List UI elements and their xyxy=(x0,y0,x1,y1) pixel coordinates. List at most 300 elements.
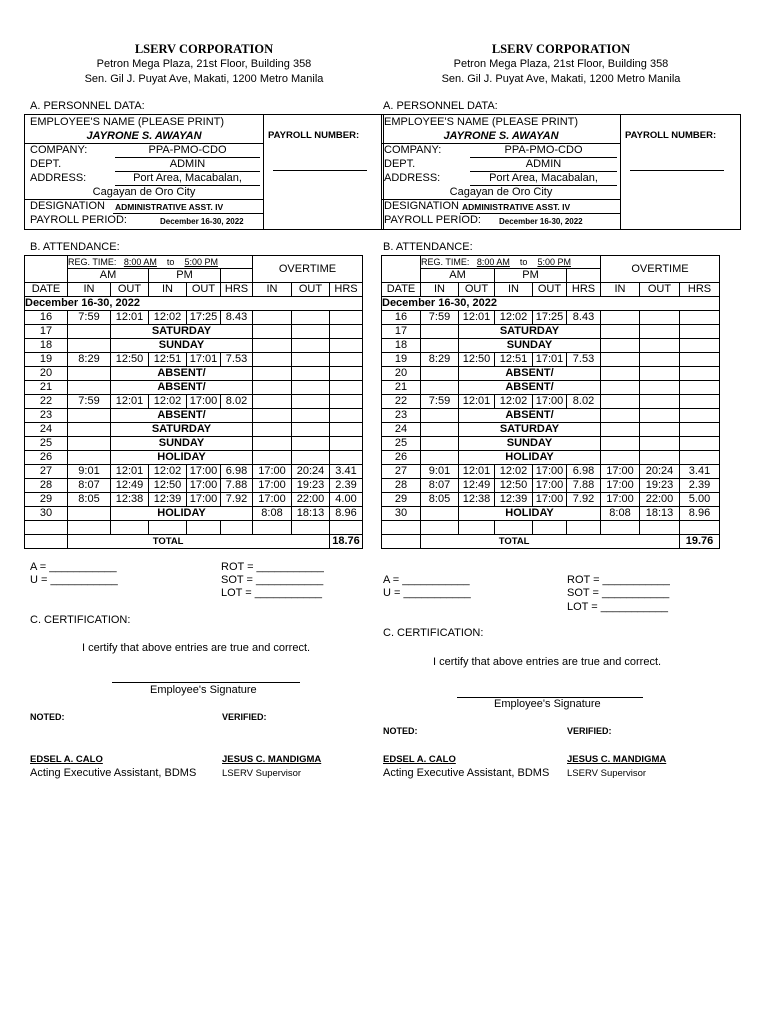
row-date: 22 xyxy=(382,395,421,409)
row-ot-in xyxy=(601,395,640,409)
row-pm-out: 17:00 xyxy=(187,479,221,493)
dept-value: ADMIN xyxy=(525,158,562,170)
row-date: 30 xyxy=(25,507,68,521)
row-pm-out: 17:01 xyxy=(533,353,567,367)
row-pm-out: 17:00 xyxy=(187,395,221,409)
row-ot-hrs: 2.39 xyxy=(680,479,720,493)
personnel-section-title: A. PERSONNEL DATA: xyxy=(383,100,498,112)
row-ot-hrs xyxy=(680,395,720,409)
row-ot-hrs xyxy=(680,339,720,353)
row-date: 19 xyxy=(382,353,421,367)
row-ot-hrs xyxy=(330,381,363,395)
company-label: COMPANY: xyxy=(30,144,88,156)
row-ot-hrs xyxy=(330,325,363,339)
row-am-out: 12:38 xyxy=(111,493,149,507)
row-am-in xyxy=(421,325,459,339)
row-ot-in xyxy=(253,409,292,423)
row-status: ABSENT/ xyxy=(111,381,253,395)
row-ot-out xyxy=(640,423,680,437)
employee-name-label: EMPLOYEE'S NAME (PLEASE PRINT) xyxy=(30,116,225,128)
row-ot-in xyxy=(601,437,640,451)
sot-field: SOT = ___________ xyxy=(221,574,324,586)
employee-name: JAYRONE S. AWAYAN xyxy=(443,130,559,142)
row-date: 19 xyxy=(25,353,68,367)
row-ot-in: 17:00 xyxy=(601,465,640,479)
row-status: SUNDAY xyxy=(459,339,601,353)
row-date: 16 xyxy=(25,311,68,325)
row-pm-out: 17:25 xyxy=(533,311,567,325)
row-hrs: 7.88 xyxy=(567,479,601,493)
attendance-table: REG. TIME: 8:00 AM to 5:00 PM OVERTIME AM PM DATE IN OUT IN OUT HRS IN OUT HRS December 16-30, 2022 16 7:59 12:01 12:02 17:25 8.43 17 SATURDAY 18 SUNDAY 19 8:29 12:50 12:51 17:01 7.53 20 ABSENT/ 21 ABSENT/ 22 7:59 12:01 12:02 17:00 8.02 23 ABSENT/ 24 SATURDAY 25 SUNDAY 26 HOLIDAY 27 9:01 12:01 12:02 17:00 6.98 17:00 20:24 3.41 28 8:07 12:49 12:50 17:00 7.88 17:00 19:23 2.39 29 8:05 12:38 12:39 17:00 7.92 17:00 22:00 5.00 30 HOLIDAY 8:08 18:13 8.96 TOTAL 19.76 xyxy=(381,255,720,549)
company-address-line1: Petron Mega Plaza, 21st Floor, Building 358 xyxy=(96,58,312,70)
address-line1: Port Area, Macabalan, xyxy=(133,172,242,184)
row-date: 25 xyxy=(382,437,421,451)
row-ot-in xyxy=(601,423,640,437)
reg-time: REG. TIME: 8:00 AM to 5:00 PM xyxy=(421,256,601,269)
row-pm-in: 12:02 xyxy=(495,465,533,479)
row-ot-hrs: 2.39 xyxy=(330,479,363,493)
row-ot-out xyxy=(292,423,330,437)
row-am-out: 12:01 xyxy=(111,465,149,479)
row-pm-in: 12:51 xyxy=(149,353,187,367)
row-pm-in: 12:51 xyxy=(495,353,533,367)
row-am-in xyxy=(68,507,111,521)
attendance-row xyxy=(382,479,720,493)
row-status: ABSENT/ xyxy=(459,409,601,423)
certification-title: C. CERTIFICATION: xyxy=(30,614,131,626)
attendance-row xyxy=(382,353,720,367)
dept-label: DEPT. xyxy=(30,158,62,170)
attendance-row xyxy=(382,381,720,395)
row-am-in: 8:07 xyxy=(68,479,111,493)
row-pm-in: 12:50 xyxy=(495,479,533,493)
row-ot-out xyxy=(640,409,680,423)
employee-name-label: EMPLOYEE'S NAME (PLEASE PRINT) xyxy=(384,116,579,128)
row-date: 21 xyxy=(25,381,68,395)
row-am-out: 12:38 xyxy=(459,493,495,507)
verified-name: JESUS C. MANDIGMA xyxy=(222,754,322,765)
row-ot-out: 18:13 xyxy=(292,507,330,521)
row-pm-out: 17:01 xyxy=(187,353,221,367)
col-date: DATE xyxy=(25,283,68,297)
row-date: 29 xyxy=(382,493,421,507)
row-ot-hrs xyxy=(330,451,363,465)
row-ot-in xyxy=(601,381,640,395)
row-ot-in xyxy=(253,367,292,381)
row-hrs: 7.53 xyxy=(221,353,253,367)
row-ot-out xyxy=(292,395,330,409)
row-ot-out xyxy=(640,367,680,381)
row-date: 20 xyxy=(382,367,421,381)
row-status: SUNDAY xyxy=(111,437,253,451)
certification-statement: I certify that above entries are true and correct. xyxy=(82,642,311,654)
attendance-row xyxy=(25,311,363,325)
row-ot-hrs xyxy=(330,395,363,409)
row-ot-out xyxy=(640,437,680,451)
am-header: AM xyxy=(68,269,149,283)
row-ot-out xyxy=(292,451,330,465)
period-row: December 16-30, 2022 xyxy=(382,297,720,311)
attendance-row xyxy=(25,423,363,437)
attendance-row xyxy=(25,465,363,479)
row-am-in: 8:05 xyxy=(421,493,459,507)
attendance-row xyxy=(382,423,720,437)
lot-field: LOT = ___________ xyxy=(567,601,669,613)
row-ot-out xyxy=(292,367,330,381)
personnel-data-box xyxy=(381,114,741,230)
u-field: U = ___________ xyxy=(30,574,118,586)
row-am-in xyxy=(421,437,459,451)
noted-role: Acting Executive Assistant, BDMS xyxy=(30,767,197,779)
row-pm-out: 17:00 xyxy=(533,465,567,479)
row-status: ABSENT/ xyxy=(111,409,253,423)
row-ot-in: 17:00 xyxy=(253,493,292,507)
row-ot-out: 19:23 xyxy=(640,479,680,493)
row-date: 25 xyxy=(25,437,68,451)
row-ot-out xyxy=(292,409,330,423)
row-ot-out xyxy=(640,339,680,353)
certification-statement: I certify that above entries are true and correct. xyxy=(433,656,662,668)
payroll-number-label: PAYROLL NUMBER: xyxy=(625,130,717,141)
row-ot-in: 8:08 xyxy=(253,507,292,521)
row-ot-out xyxy=(292,325,330,339)
row-ot-out: 18:13 xyxy=(640,507,680,521)
row-am-in xyxy=(421,451,459,465)
designation-label: DESIGNATION xyxy=(30,200,105,212)
row-date: 23 xyxy=(25,409,68,423)
row-am-in: 8:29 xyxy=(421,353,459,367)
attendance-row xyxy=(382,437,720,451)
company-address-line1: Petron Mega Plaza, 21st Floor, Building 358 xyxy=(453,58,669,70)
designation-value: ADMINISTRATIVE ASST. IV xyxy=(115,202,224,212)
payroll-period-label: PAYROLL PERIOD: xyxy=(30,214,127,226)
row-pm-out: 17:25 xyxy=(187,311,221,325)
overtime-header: OVERTIME xyxy=(253,256,363,283)
rot-field: ROT = ___________ xyxy=(567,574,670,586)
total-label: TOTAL xyxy=(421,535,533,549)
row-pm-in: 12:02 xyxy=(149,311,187,325)
row-am-in: 9:01 xyxy=(68,465,111,479)
verified-name: JESUS C. MANDIGMA xyxy=(567,754,667,765)
row-status: SUNDAY xyxy=(111,339,253,353)
row-am-out: 12:01 xyxy=(459,465,495,479)
total-value: 19.76 xyxy=(680,535,720,549)
row-date: 20 xyxy=(25,367,68,381)
verified-role: LSERV Supervisor xyxy=(222,768,302,779)
row-ot-in xyxy=(253,311,292,325)
row-ot-out xyxy=(292,437,330,451)
attendance-section-title: B. ATTENDANCE: xyxy=(383,241,473,253)
personnel-section-title: A. PERSONNEL DATA: xyxy=(30,100,145,112)
row-pm-in: 12:02 xyxy=(149,395,187,409)
attendance-row xyxy=(382,507,720,521)
designation-value: ADMINISTRATIVE ASST. IV xyxy=(462,202,571,212)
dept-value: ADMIN xyxy=(169,158,206,170)
row-ot-hrs: 4.00 xyxy=(330,493,363,507)
row-date: 18 xyxy=(382,339,421,353)
row-am-in: 8:05 xyxy=(68,493,111,507)
row-ot-out xyxy=(292,339,330,353)
row-am-in xyxy=(421,409,459,423)
row-date: 28 xyxy=(382,479,421,493)
noted-name: EDSEL A. CALO xyxy=(383,754,456,765)
row-status: SATURDAY xyxy=(459,325,601,339)
a-field: A = ___________ xyxy=(30,561,117,573)
row-am-in xyxy=(68,367,111,381)
attendance-row xyxy=(25,367,363,381)
row-date: 24 xyxy=(25,423,68,437)
verified-role: LSERV Supervisor xyxy=(567,768,647,779)
row-pm-out: 17:00 xyxy=(533,479,567,493)
row-status: ABSENT/ xyxy=(459,367,601,381)
row-am-in: 7:59 xyxy=(68,311,111,325)
row-date: 27 xyxy=(25,465,68,479)
row-am-in xyxy=(421,423,459,437)
row-am-in: 7:59 xyxy=(421,311,459,325)
row-ot-out: 22:00 xyxy=(640,493,680,507)
row-pm-out: 17:00 xyxy=(533,493,567,507)
attendance-row xyxy=(382,451,720,465)
row-ot-hrs: 8.96 xyxy=(330,507,363,521)
row-am-in xyxy=(68,451,111,465)
row-ot-hrs: 5.00 xyxy=(680,493,720,507)
reg-time: REG. TIME: 8:00 AM to 5:00 PM xyxy=(68,256,253,269)
row-pm-in: 12:02 xyxy=(495,395,533,409)
row-ot-in: 17:00 xyxy=(601,479,640,493)
row-status: SATURDAY xyxy=(111,423,253,437)
address-line2: Cagayan de Oro City xyxy=(449,186,553,198)
attendance-row xyxy=(382,409,720,423)
row-ot-in xyxy=(253,395,292,409)
a-field: A = ___________ xyxy=(383,574,470,586)
row-ot-hrs xyxy=(680,311,720,325)
row-date: 23 xyxy=(382,409,421,423)
row-ot-in: 17:00 xyxy=(253,479,292,493)
u-field: U = ___________ xyxy=(383,587,471,599)
row-hrs: 7.88 xyxy=(221,479,253,493)
attendance-row xyxy=(382,325,720,339)
verified-label: VERIFIED: xyxy=(222,712,267,722)
lot-field: LOT = ___________ xyxy=(221,587,323,599)
noted-name: EDSEL A. CALO xyxy=(30,754,103,765)
row-ot-hrs xyxy=(680,423,720,437)
row-ot-out: 20:24 xyxy=(640,465,680,479)
row-am-in xyxy=(421,367,459,381)
total-value: 18.76 xyxy=(330,535,363,549)
row-ot-hrs xyxy=(330,367,363,381)
row-ot-in xyxy=(253,451,292,465)
row-ot-in xyxy=(253,381,292,395)
payroll-period-value: December 16-30, 2022 xyxy=(499,217,583,226)
dept-label: DEPT. xyxy=(384,158,416,170)
attendance-row xyxy=(25,507,363,521)
attendance-row xyxy=(382,311,720,325)
row-pm-in: 12:39 xyxy=(149,493,187,507)
attendance-table: REG. TIME: 8:00 AM to 5:00 PM OVERTIME AM PM DATE IN OUT IN OUT HRS IN OUT HRS December 16-30, 2022 16 7:59 12:01 12:02 17:25 8.43 17 SATURDAY 18 SUNDAY 19 8:29 12:50 12:51 17:01 7.53 20 ABSENT/ 21 ABSENT/ 22 7:59 12:01 12:02 17:00 8.02 23 ABSENT/ 24 SATURDAY 25 SUNDAY 26 HOLIDAY 27 9:01 12:01 12:02 17:00 6.98 17:00 20:24 3.41 28 8:07 12:49 12:50 17:00 7.88 17:00 19:23 2.39 29 8:05 12:38 12:39 17:00 7.92 17:00 22:00 4.00 30 HOLIDAY 8:08 18:13 8.96 TOTAL 18.76 xyxy=(24,255,363,549)
row-ot-out xyxy=(292,381,330,395)
row-pm-in: 12:02 xyxy=(149,465,187,479)
row-ot-in xyxy=(601,409,640,423)
attendance-row xyxy=(25,395,363,409)
row-ot-in xyxy=(601,353,640,367)
company-value: PPA-PMO-CDO xyxy=(148,144,227,156)
row-am-in xyxy=(68,339,111,353)
col-date: DATE xyxy=(382,283,421,297)
row-am-in: 7:59 xyxy=(68,395,111,409)
employee-signature-label: Employee's Signature xyxy=(150,684,257,696)
attendance-section-title: B. ATTENDANCE: xyxy=(30,241,120,253)
row-ot-hrs xyxy=(680,381,720,395)
row-am-in: 8:07 xyxy=(421,479,459,493)
row-ot-hrs xyxy=(330,353,363,367)
row-am-in xyxy=(68,437,111,451)
row-hrs: 7.92 xyxy=(567,493,601,507)
row-date: 29 xyxy=(25,493,68,507)
row-date: 22 xyxy=(25,395,68,409)
pm-header: PM xyxy=(149,269,221,283)
designation-label: DESIGNATION xyxy=(384,200,459,212)
row-status: HOLIDAY xyxy=(111,451,253,465)
row-ot-hrs xyxy=(330,311,363,325)
payroll-number-label: PAYROLL NUMBER: xyxy=(268,130,360,141)
verified-label: VERIFIED: xyxy=(567,726,612,736)
attendance-row xyxy=(382,395,720,409)
row-status: ABSENT/ xyxy=(459,381,601,395)
row-ot-hrs: 8.96 xyxy=(680,507,720,521)
row-date: 26 xyxy=(382,451,421,465)
row-am-out: 12:49 xyxy=(111,479,149,493)
row-ot-out: 22:00 xyxy=(292,493,330,507)
attendance-row xyxy=(25,353,363,367)
row-am-in xyxy=(421,339,459,353)
noted-label: NOTED: xyxy=(383,726,418,736)
row-date: 16 xyxy=(382,311,421,325)
row-date: 24 xyxy=(382,423,421,437)
noted-label: NOTED: xyxy=(30,712,65,722)
row-am-out: 12:50 xyxy=(111,353,149,367)
attendance-row xyxy=(25,437,363,451)
row-ot-in xyxy=(601,367,640,381)
total-label: TOTAL xyxy=(68,535,187,549)
row-date: 30 xyxy=(382,507,421,521)
row-ot-hrs xyxy=(330,409,363,423)
row-hrs: 8.43 xyxy=(221,311,253,325)
row-ot-hrs xyxy=(680,409,720,423)
attendance-row xyxy=(382,493,720,507)
row-hrs: 6.98 xyxy=(567,465,601,479)
row-ot-in xyxy=(253,423,292,437)
row-am-in xyxy=(68,325,111,339)
row-am-in xyxy=(68,381,111,395)
row-ot-hrs xyxy=(330,437,363,451)
period-row: December 16-30, 2022 xyxy=(25,297,363,311)
attendance-row xyxy=(25,339,363,353)
attendance-row xyxy=(25,381,363,395)
overtime-header: OVERTIME xyxy=(601,256,720,283)
row-am-out: 12:50 xyxy=(459,353,495,367)
employee-name: JAYRONE S. AWAYAN xyxy=(86,130,202,142)
row-status: SATURDAY xyxy=(111,325,253,339)
row-ot-hrs: 3.41 xyxy=(330,465,363,479)
row-am-out: 12:49 xyxy=(459,479,495,493)
row-hrs: 7.92 xyxy=(221,493,253,507)
row-ot-in: 17:00 xyxy=(601,493,640,507)
row-hrs: 8.02 xyxy=(567,395,601,409)
sot-field: SOT = ___________ xyxy=(567,587,670,599)
personnel-data-box xyxy=(24,114,384,230)
row-date: 27 xyxy=(382,465,421,479)
row-pm-in: 12:39 xyxy=(495,493,533,507)
row-ot-hrs xyxy=(330,423,363,437)
row-ot-out xyxy=(640,325,680,339)
row-ot-out xyxy=(640,451,680,465)
row-hrs: 8.02 xyxy=(221,395,253,409)
row-hrs: 6.98 xyxy=(221,465,253,479)
row-ot-hrs xyxy=(680,353,720,367)
row-ot-hrs xyxy=(330,339,363,353)
row-pm-out: 17:00 xyxy=(187,493,221,507)
company-address-line2: Sen. Gil J. Puyat Ave, Makati, 1200 Metro Manila xyxy=(441,73,681,85)
row-ot-out: 19:23 xyxy=(292,479,330,493)
row-ot-hrs xyxy=(680,437,720,451)
attendance-row xyxy=(25,451,363,465)
row-ot-hrs xyxy=(680,451,720,465)
address-label: ADDRESS: xyxy=(30,172,87,184)
row-ot-out xyxy=(640,311,680,325)
row-date: 26 xyxy=(25,451,68,465)
row-am-in: 8:29 xyxy=(68,353,111,367)
row-am-in xyxy=(421,507,459,521)
row-status: ABSENT/ xyxy=(111,367,253,381)
address-line1: Port Area, Macabalan, xyxy=(489,172,598,184)
row-ot-out xyxy=(640,395,680,409)
row-ot-in xyxy=(253,325,292,339)
attendance-row xyxy=(25,479,363,493)
attendance-row xyxy=(382,339,720,353)
row-am-out: 12:01 xyxy=(459,395,495,409)
payroll-period-value: December 16-30, 2022 xyxy=(160,217,244,226)
attendance-row xyxy=(25,493,363,507)
row-hrs: 7.53 xyxy=(567,353,601,367)
row-ot-out xyxy=(292,353,330,367)
row-pm-in: 12:50 xyxy=(149,479,187,493)
row-pm-in: 12:02 xyxy=(495,311,533,325)
row-date: 28 xyxy=(25,479,68,493)
row-am-out: 12:01 xyxy=(111,311,149,325)
employee-signature-label: Employee's Signature xyxy=(494,698,601,710)
row-ot-out xyxy=(640,381,680,395)
row-pm-out: 17:00 xyxy=(187,465,221,479)
company-label: COMPANY: xyxy=(384,144,442,156)
row-ot-hrs xyxy=(680,325,720,339)
row-status: HOLIDAY xyxy=(459,451,601,465)
row-status: HOLIDAY xyxy=(459,507,601,521)
row-status: HOLIDAY xyxy=(111,507,253,521)
am-header: AM xyxy=(421,269,495,283)
certification-title: C. CERTIFICATION: xyxy=(383,627,484,639)
row-ot-in xyxy=(601,311,640,325)
row-ot-in xyxy=(601,339,640,353)
row-ot-in: 17:00 xyxy=(253,465,292,479)
row-am-out: 12:01 xyxy=(459,311,495,325)
row-ot-in xyxy=(253,353,292,367)
row-ot-in xyxy=(253,339,292,353)
company-address-line2: Sen. Gil J. Puyat Ave, Makati, 1200 Metro Manila xyxy=(84,73,324,85)
row-am-in xyxy=(68,409,111,423)
row-ot-out xyxy=(640,353,680,367)
company-value: PPA-PMO-CDO xyxy=(504,144,583,156)
row-hrs: 8.43 xyxy=(567,311,601,325)
